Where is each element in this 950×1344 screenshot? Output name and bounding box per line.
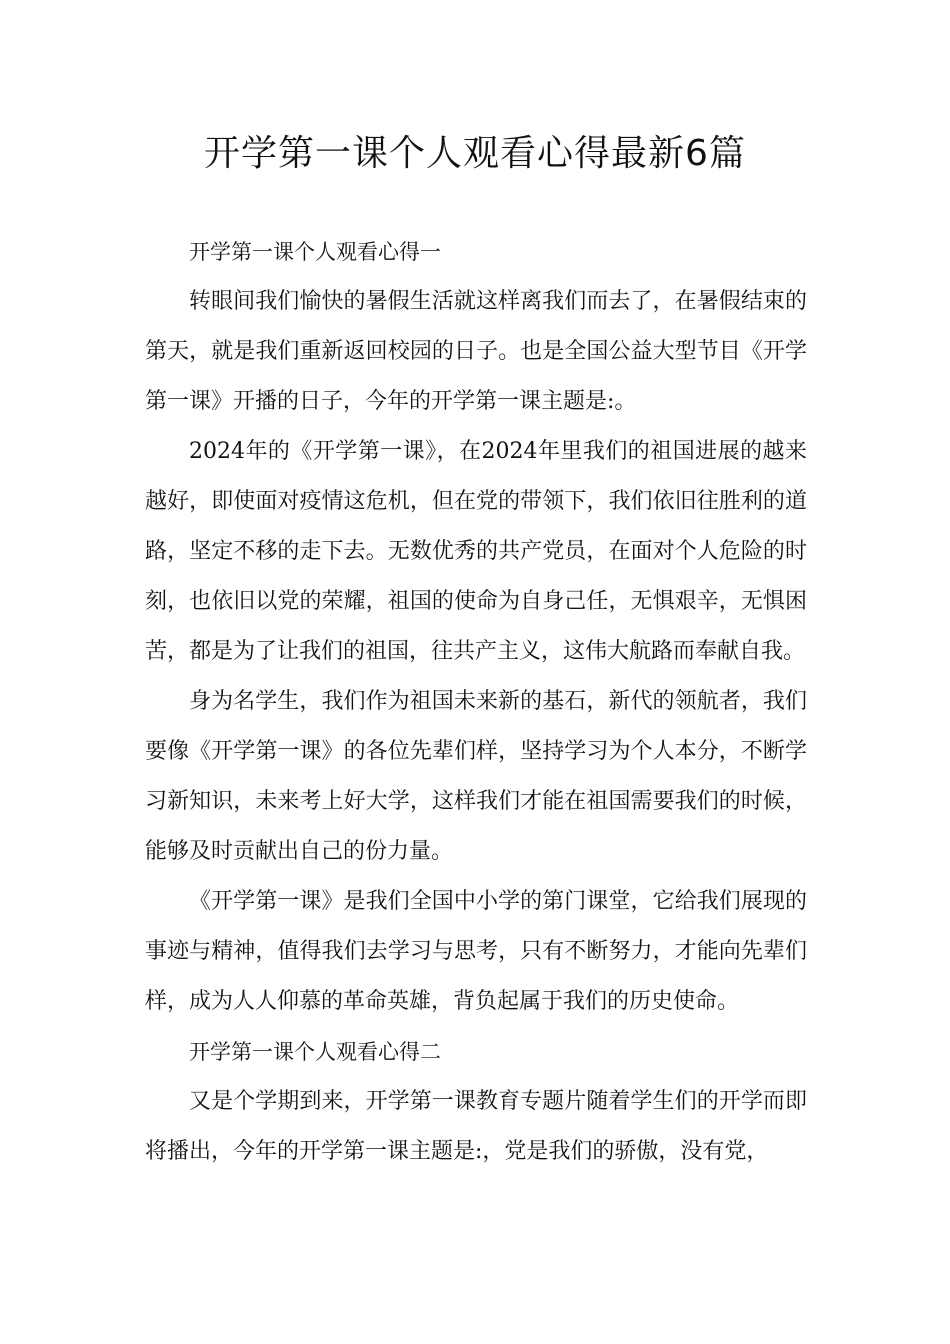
section-heading-2: 开学第一课个人观看心得二 [189, 1040, 441, 1064]
paragraph-1: 转眼间我们愉快的暑假生活就这样离我们而去了，在暑假结束的第天，就是我们重新返回校园的日子。也是全国公益大型节目《开学第一课》开播的日子，今年的开学第一课主题是:。 [145, 289, 807, 414]
section-heading-1: 开学第一课个人观看心得一 [189, 240, 441, 264]
paragraph-3: 身为名学生，我们作为祖国未来新的基石，新代的领航者，我们要像《开学第一课》的各位先辈们样，坚持学习为个人本分，不断学习新知识，未来考上好大学，这样我们才能在祖国需要我们的时候，能够及时贡献出自己的份力量。 [145, 689, 807, 864]
document-title: 开学第一课个人观看心得最新6篇 [204, 133, 746, 174]
document-body [145, 227, 807, 1177]
paragraph-2: 2024年的《开学第一课》，在2024年里我们的祖国进展的越来越好，即使面对疫情这危机，但在党的带领下，我们依旧往胜利的道路，坚定不移的走下去。无数优秀的共产党员，在面对个人危险的时刻，也依旧以党的荣耀，祖国的使命为自身己任，无惧艰辛，无惧困苦，都是为了让我们的祖国，往共产主义，这伟大航路而奉献自我。 [145, 439, 807, 664]
paragraph-5: 又是个学期到来，开学第一课教育专题片随着学生们的开学而即将播出，今年的开学第一课主题是:，党是我们的骄傲，没有党， [145, 1089, 807, 1164]
paragraph-4: 《开学第一课》是我们全国中小学的第门课堂，它给我们展现的事迹与精神，值得我们去学习与思考，只有不断努力，才能向先辈们样，成为人人仰慕的革命英雄，背负起属于我们的历史使命。 [145, 889, 807, 1014]
